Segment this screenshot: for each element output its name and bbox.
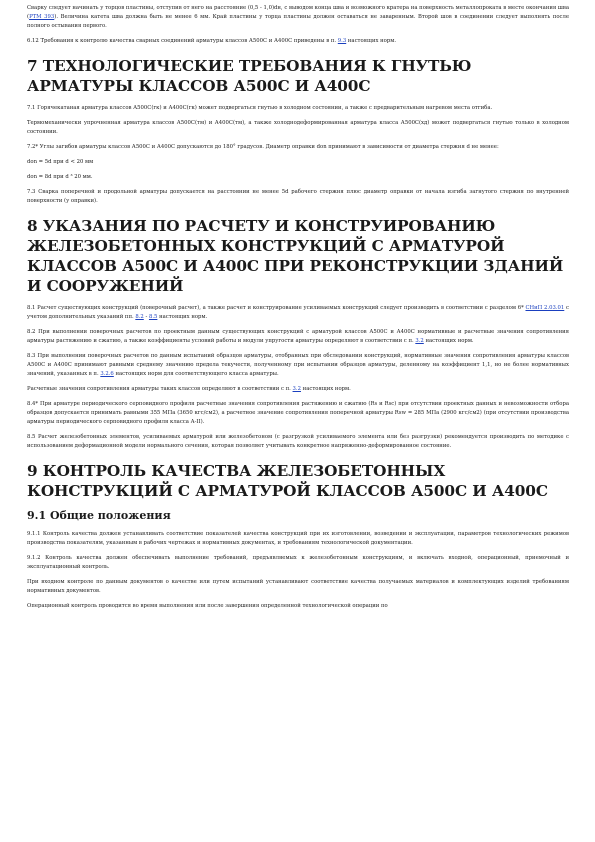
paragraph-8-1: 8.1 Расчет существующих конструкций (поверочный расчет), а также расчет и конструирование усиливаемых конструкций следует производить в соответствии с разделом 6* СНиП 2.03.01 с учетом дополнительных указаний пп. 8.2 - 8.5 настоящих норм. <box>27 305 569 320</box>
paragraph-8-3: 8.3 При выполнении поверочных расчетов по данным испытаний образцов арматуры, отобранных при обследовании конструкций, нормативные значения сопротивления арматуры классов А500С и А400С принимают равными среднему значению предела текучести, полученному при испытании образцов арматуры, деленному на коэффициент 1,1, но не более нормативных значений, указанных в п. 3.2.6 настоящих норм для соответствующего класса арматуры. <box>27 353 569 377</box>
subsection-heading-9-1: 9.1 Общие положения <box>27 509 171 522</box>
link-3-2-b[interactable]: 3.2 <box>292 386 301 392</box>
section-heading-8: 8 УКАЗАНИЯ ПО РАСЧЕТУ И КОНСТРУИРОВАНИЮ ЖЕЛЕЗОБЕТОННЫХ КОНСТРУКЦИЙ С АРМАТУРОЙ КЛАССОВ А500С И А400С ПРИ РЕКОНСТРУКЦИИ ЗДАНИЙ И СООРУЖЕНИЙ <box>27 217 564 295</box>
link-rtm-393[interactable]: РТМ 393 <box>29 14 55 20</box>
paragraph-7-3: 7.3 Сварка поперечной и продольной арматуры допускается на расстоянии не менее 5d рабочего стержня плюс диаметр оправки от начала изгиба загнутого стержня по внутренней поверхности (у оправки). <box>27 189 569 204</box>
paragraph-operational-control: Операционный контроль проводится во время выполнения или после завершения определенной технологической операции по <box>27 603 388 609</box>
paragraph-7-1: 7.1 Горячекатаная арматура классов А500С(гк) и А400С(гк) может подвергаться гнутью в холодном состоянии, а также с предварительным нагревом места отгиба. <box>27 105 493 111</box>
paragraph-welding-start: Сварку следует начинать у торцов пластины, отступив от него на расстояние (0,5 - 1,0)dн, с выводом конца шва и возможного кратера на поверхность металлопроката в месте окончания шва (РТМ 393). Величина катета шва должна быть не менее 6 мм. Край пластины у торца пластины должен оставаться не заваренным. Второй шов в соединении следует выполнять после полного остывания первого. <box>27 5 569 29</box>
link-8-5[interactable]: 8.5 <box>148 314 158 320</box>
paragraph-9-1-1: 9.1.1 Контроль качества должен устанавливать соответствие показателей качества конструкций при их изготовлении, возведении и эксплуатации, параметров технологических режимов производства показателям, указанным в рабочих чертежах и нормативных документах, и требованиям технологической документации. <box>27 531 569 546</box>
link-snip-2-03-01[interactable]: СНиП 2.03.01 <box>525 305 565 311</box>
formula-don-small: don = 5d при d < 20 мм <box>27 159 94 165</box>
paragraph-8-4: 8.4* При арматуре периодического серповидного профиля расчетные значения сопротивления растяжению и сжатию (Rs и Rsc) при отсутствии проектных данных и невозможности отбора образцов допускается принимать равными 355 МПа (3650 кгс/см2), а расчетное значение сопротивления поперечной арматуры Rsw = 285 МПа (2900 кгс/см2) (при отсутствии производства арматуры периодического серповидного профиля класса А-II). <box>27 401 569 425</box>
paragraph-input-control: При входном контроле по данным документов о качестве или путем испытаний устанавливают соответствие качества получаемых материалов и комплектующих изделий требованиям нормативных документов. <box>27 579 569 594</box>
paragraph-8-3-b: Расчетные значения сопротивления арматуры таких классов определяют в соответствии с п. 3.2 настоящих норм. <box>27 386 351 392</box>
link-3-2[interactable]: 3.2 <box>415 338 424 344</box>
link-9-3[interactable]: 9.3 <box>337 38 347 44</box>
section-heading-7: 7 ТЕХНОЛОГИЧЕСКИЕ ТРЕБОВАНИЯ К ГНУТЬЮ АРМАТУРЫ КЛАССОВ А500С И А400С <box>27 57 472 95</box>
paragraph-7-2: 7.2* Углы загибов арматуры классов А500С и А400С допускаются до 180° градусов. Диаметр оправки don принимают в зависимости от диаметра стержня d не менее: <box>27 144 499 150</box>
formula-don-large: don = 8d при d ³ 20 мм. <box>27 174 93 180</box>
link-8-2[interactable]: 8.2 <box>135 314 144 320</box>
paragraph-6-12: 6.12 Требования к контролю качества сварных соединений арматуры классов А500С и А400С приведены в п. 9.3 настоящих норм. <box>27 38 397 44</box>
paragraph-8-5: 8.5 Расчет железобетонных элементов, усиливаемых арматурой или железобетоном (с разгрузкой усиливаемого элемента или без разгрузки) рекомендуется производить по методике с использованием деформационной модели нормального сечения, которая позволяет учитывать конкретное напряженно-деформированное состояние. <box>27 434 569 449</box>
paragraph-9-1-2: 9.1.2 Контроль качества должен обеспечивать выполнение требований, предъявляемых к железобетонным конструкциям, и включать входной, операционный, приемочный и эксплуатационный контроль. <box>27 555 569 570</box>
section-heading-9: 9 КОНТРОЛЬ КАЧЕСТВА ЖЕЛЕЗОБЕТОННЫХ КОНСТРУКЦИЙ С АРМАТУРОЙ КЛАССОВ А500С И А400С <box>27 462 548 500</box>
link-3-2-6[interactable]: 3.2.6 <box>100 371 114 377</box>
paragraph-8-2: 8.2 При выполнении поверочных расчетов по проектным данным существующих конструкций с арматурой классов А500С и А400С нормативные и расчетные значения сопротивления арматуры растяжению и сжатию, а также коэффициенты условий работы и модули упругости арматуры определяют в соответствии с п. 3.2 настоящих норм. <box>27 329 569 344</box>
paragraph-7-1-b: Термомеханически упрочненная арматура классов А500С(тм) и А400С(тм), а также холоднодеформированная арматура класса А500С(хд) может подвергаться гнутью только в холодном состоянии. <box>27 120 569 135</box>
